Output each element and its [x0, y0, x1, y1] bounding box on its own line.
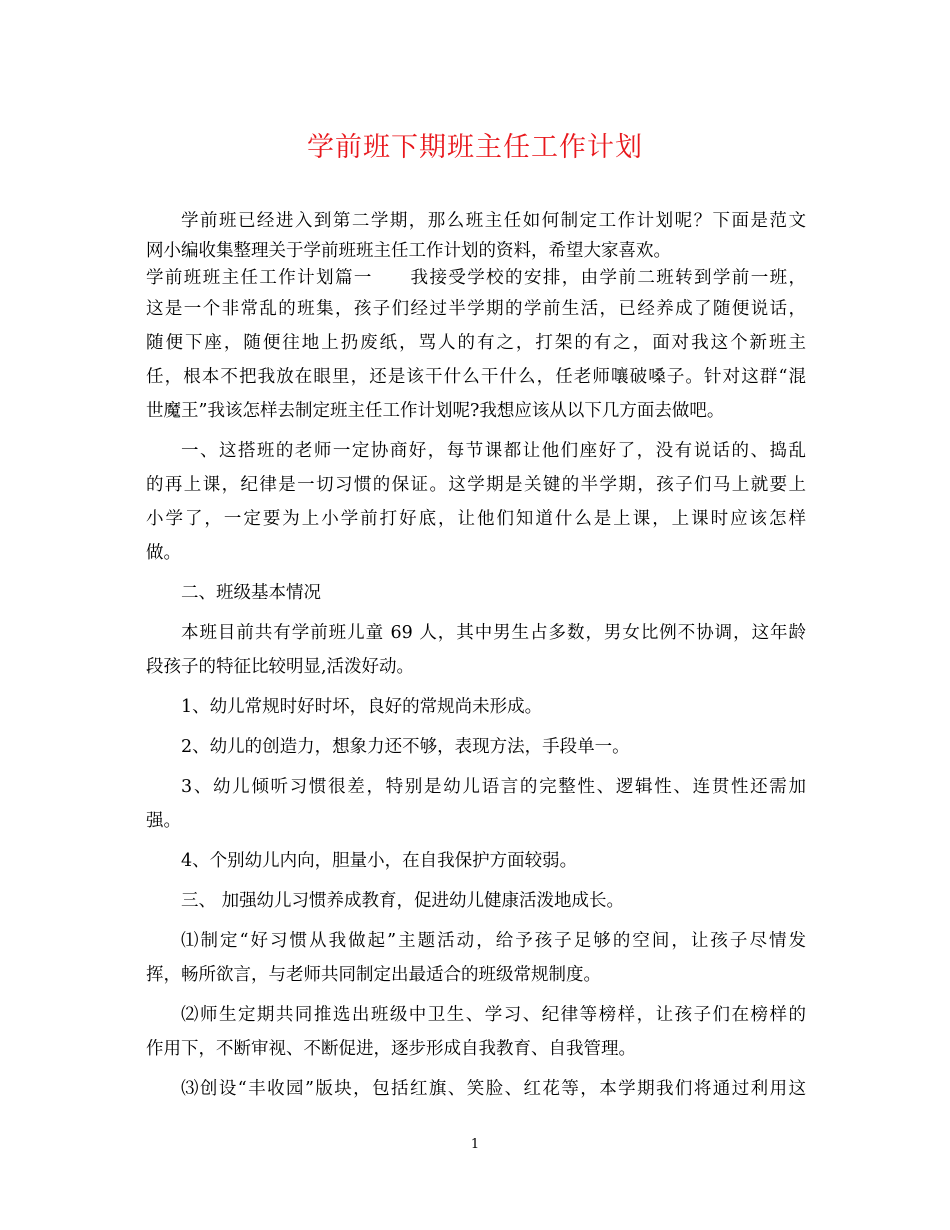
text-line: 段孩子的特征比较明显,活泼好动。 [146, 657, 415, 677]
list-item [146, 770, 806, 838]
document-title: 学前班下期班主任工作计划 [307, 132, 643, 163]
sub-item: ⑶创设“丰收园”版块，包括红旗、笑脸、红花等，本学期我们将通过利用这 [181, 1079, 806, 1099]
intro-paragraph [146, 204, 806, 265]
text-line: ⑵师生定期共同推选出班级中卫生、学习、纪律等榜样，让孩子们在榜样的 [181, 1005, 806, 1025]
text-line: 作用下，不断审视、不断促进，逐步形成自我教育、自我管理。 [146, 1039, 636, 1059]
text-line: 小学了，一定要为上小学前打好底，让他们知道什么是上课，上课时应该怎样 [146, 509, 806, 529]
section1-paragraph [146, 434, 806, 570]
section2-heading: 二、班级基本情况 [181, 583, 321, 603]
list-item: 4、个别幼儿内向，胆量小，在自我保护方面较弱。 [181, 851, 578, 871]
text-line: 本班目前共有学前班儿童 69 人，其中男生占多数，男女比例不协调，这年龄 [181, 623, 806, 643]
text-line: 学前班已经进入到第二学期，那么班主任如何制定工作计划呢？下面是范文 [181, 211, 806, 231]
chapter1-paragraph [146, 265, 806, 428]
section2-paragraph [146, 616, 806, 684]
section3-heading: 三、 加强幼儿习惯养成教育，促进幼儿健康活泼地成长。 [181, 891, 625, 911]
text-line: ⑴制定“好习惯从我做起”主题活动，给予孩子足够的空间，让孩子尽情发 [181, 931, 806, 951]
text-line: 强。 [146, 811, 181, 831]
text-line: 做。 [146, 543, 181, 563]
document-body [146, 204, 806, 1106]
text-line: 3、幼儿倾听习惯很差，特别是幼儿语言的完整性、逻辑性、连贯性还需加 [181, 777, 806, 797]
text-line: 任，根本不把我放在眼里，还是该干什么干什么，任老师嚷破嗓子。针对这群“混 [146, 367, 806, 387]
text-line: 学前班班主任工作计划篇一 我接受学校的安排，由学前二班转到学前一班， [146, 268, 806, 288]
list-item: 1、幼儿常规时好时坏，良好的常规尚未形成。 [181, 697, 543, 717]
text-line: 的再上课，纪律是一切习惯的保证。这学期是关键的半学期，孩子们马上就要上 [146, 475, 806, 495]
text-line: 一、这搭班的老师一定协商好，每节课都让他们座好了，没有说话的、捣乱 [181, 441, 806, 461]
text-line: 这是一个非常乱的班集，孩子们经过半学期的学前生活，已经养成了随便说话， [146, 299, 806, 319]
page-number: 1 [470, 1137, 480, 1152]
text-line: 挥，畅所欲言，与老师共同制定出最适合的班级常规制度。 [146, 965, 601, 985]
sub-item [146, 998, 806, 1066]
sub-item [146, 924, 806, 992]
text-line: 网小编收集整理关于学前班班主任工作计划的资料，希望大家喜欢。 [146, 241, 671, 261]
list-item: 2、幼儿的创造力，想象力还不够，表现方法，手段单一。 [181, 737, 630, 757]
text-line: 随便下座，随便往地上扔废纸，骂人的有之，打架的有之，面对我这个新班主 [146, 333, 806, 353]
text-line: 世魔王”我该怎样去制定班主任工作计划呢?我想应该从以下几方面去做吧。 [146, 401, 725, 421]
